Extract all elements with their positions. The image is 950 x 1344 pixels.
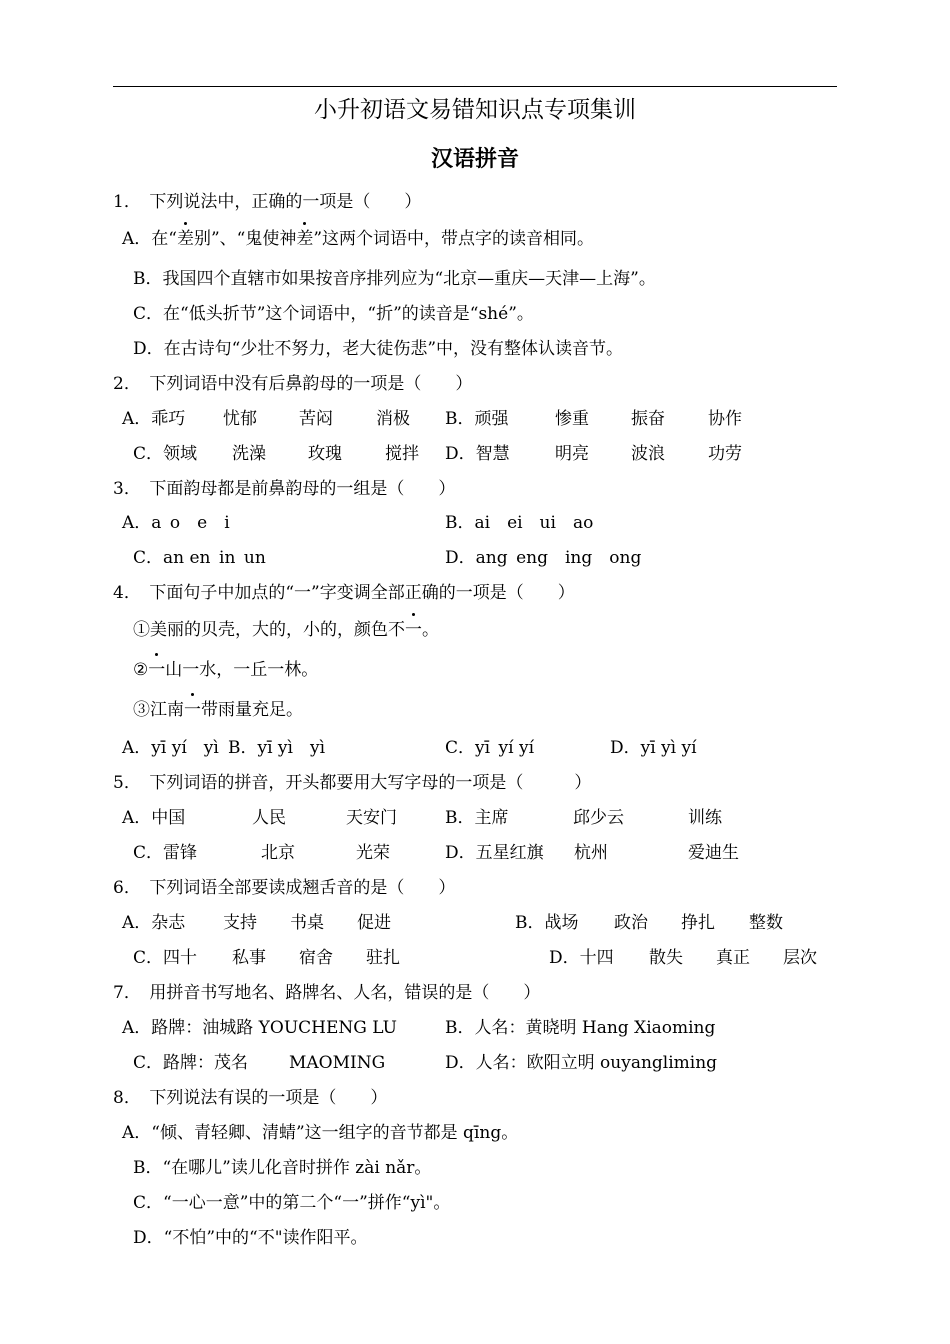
q8-option-b: B．“在哪儿”读儿化音时拼作 zài nǎr。: [133, 1158, 432, 1178]
q6-option-c: C．四十: [133, 948, 198, 968]
q2-option-a: A．乖巧: [122, 409, 186, 429]
q8-option-a: A．“倾、青轻卿、清蜻”这一组字的音节都是 qīng。: [122, 1123, 519, 1143]
q1-stem: 1． 下列说法中，正确的一项是（ ）: [113, 192, 422, 212]
q6-word: 政治: [614, 913, 648, 933]
q4-stem: 4． 下面句子中加点的“一”字变调全部正确的一项是（ ）: [113, 583, 575, 603]
q7-stem: 7． 用拼音书写地名、路牌名、人名，错误的是（ ）: [113, 983, 541, 1003]
q2-word: 功劳: [708, 444, 742, 464]
q1-option-c: C．在“低头折节”这个词语中，“折”的读音是“shé”。: [133, 304, 534, 324]
q8-option-d: D．“不怕”中的“不"读作阳平。: [133, 1228, 368, 1248]
q5-word: 光荣: [356, 843, 390, 863]
q5-option-a: A．中国: [122, 808, 186, 828]
dotted-char: 一: [405, 620, 422, 640]
q2-word: 洗澡: [232, 444, 266, 464]
q5-word: 邱少云: [573, 808, 624, 828]
q2-word: 协作: [708, 409, 742, 429]
q6-word: 宿舍: [299, 948, 333, 968]
q6-option-d: D．十四: [549, 948, 614, 968]
q5-word: 北京: [261, 843, 295, 863]
dotted-char: 差: [296, 229, 314, 249]
q7-option-a: A．路牌：油城路 YOUCHENG LU: [122, 1018, 397, 1038]
q2-option-c: C．领域: [133, 444, 198, 464]
q2-option-b: B．顽强: [445, 409, 509, 429]
dotted-char: 一: [148, 660, 166, 680]
q2-word: 波浪: [631, 444, 665, 464]
q2-word: 惨重: [555, 409, 589, 429]
q5-word: 天安门: [346, 808, 397, 828]
q1-option-a: A．在“差别”、“鬼使神差”这两个词语中，带点字的读音相同。: [122, 229, 595, 249]
q4-option-c: C．yī yí yí: [445, 738, 535, 758]
q2-word: 苦闷: [299, 409, 333, 429]
q3-option-a: A．a o e i: [122, 513, 230, 533]
q4-option-a: A．yī yí yì: [122, 738, 219, 758]
q2-word: 搅拌: [385, 444, 419, 464]
q6-word: 挣扎: [681, 913, 715, 933]
q3-option-c: C．an en in un: [133, 548, 266, 568]
q6-word: 层次: [783, 948, 817, 968]
q2-option-d: D．智慧: [445, 444, 510, 464]
page-title: 小升初语文易错知识点专项集训: [314, 97, 636, 123]
q4-sentence-1: ①美丽的贝壳，大的，小的，颜色不一。: [133, 620, 439, 640]
q8-stem: 8． 下列说法有误的一项是（ ）: [113, 1088, 388, 1108]
q5-word: 人民: [252, 808, 286, 828]
q5-word: 杭州: [574, 843, 608, 863]
q5-option-d: D．五星红旗: [445, 843, 544, 863]
q2-word: 玫瑰: [308, 444, 342, 464]
q7-option-b: B．人名：黄晓明 Hang Xiaoming: [445, 1018, 716, 1038]
q4-option-b: B．yī yì yì: [228, 738, 326, 758]
q6-word: 书桌: [290, 913, 324, 933]
q6-word: 私事: [232, 948, 266, 968]
q1-option-b: B．我国四个直辖市如果按音序排列应为“北京—重庆—天津—上海”。: [133, 269, 656, 289]
q4-sentence-3: ③江南一带雨量充足。: [133, 700, 303, 720]
q3-stem: 3． 下面韵母都是前鼻韵母的一组是（ ）: [113, 479, 456, 499]
q2-word: 明亮: [555, 444, 589, 464]
q5-option-c: C．雷锋: [133, 843, 198, 863]
header-rule: [113, 86, 837, 87]
q4-option-d: D．yī yì yí: [610, 738, 697, 758]
page-subtitle: 汉语拼音: [430, 147, 519, 172]
dotted-char: 差: [176, 229, 194, 249]
q7-option-c-pinyin: MAOMING: [289, 1053, 386, 1073]
q2-word: 忧郁: [223, 409, 257, 429]
q7-option-d: D．人名：欧阳立明 ouyangliming: [445, 1053, 718, 1073]
q3-option-b: B．ai ei ui ao: [445, 513, 594, 533]
q4-sentence-2: ②一山一水，一丘一林。: [133, 660, 319, 680]
q6-word: 散失: [649, 948, 683, 968]
q6-word: 促进: [357, 913, 391, 933]
q2-word: 振奋: [631, 409, 665, 429]
q7-option-c: C．路牌：茂名: [133, 1053, 249, 1073]
q2-word: 消极: [376, 409, 410, 429]
q6-stem: 6． 下列词语全部要读成翘舌音的是（ ）: [113, 878, 456, 898]
q6-word: 真正: [716, 948, 750, 968]
q5-stem: 5． 下列词语的拼音，开头都要用大写字母的一项是（ ）: [113, 773, 592, 793]
q5-word: 训练: [688, 808, 722, 828]
q6-word: 支持: [223, 913, 257, 933]
q6-word: 驻扎: [366, 948, 400, 968]
q1-option-d: D．在古诗句“少壮不努力，老大徒伤悲”中，没有整体认读音节。: [133, 339, 624, 359]
q8-option-c: C．“一心一意”中的第二个“一”拼作“yì"。: [133, 1193, 451, 1213]
q6-option-b: B．战场: [515, 913, 579, 933]
dotted-char: 一: [184, 700, 201, 720]
q6-word: 整数: [749, 913, 783, 933]
q5-word: 爱迪生: [688, 843, 739, 863]
q3-option-d: D．ang eng ing ong: [445, 548, 642, 568]
q6-option-a: A．杂志: [122, 913, 186, 933]
q2-stem: 2． 下列词语中没有后鼻韵母的一项是（ ）: [113, 374, 473, 394]
q5-option-b: B．主席: [445, 808, 509, 828]
